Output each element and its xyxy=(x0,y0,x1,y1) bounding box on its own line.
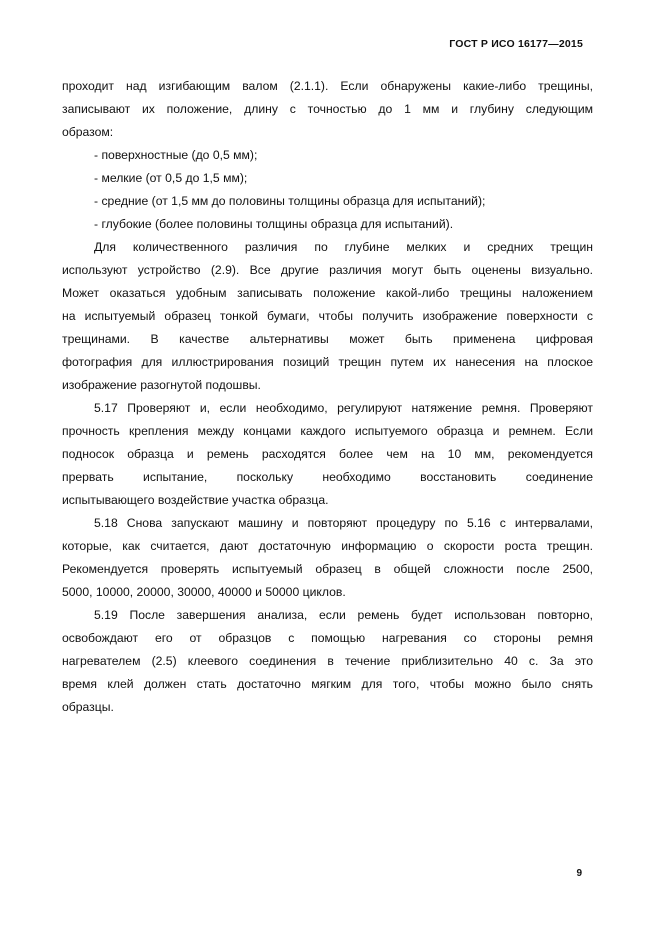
text-line: которые, как считается, дают достаточную информацию о скорости роста трещин. xyxy=(62,539,593,553)
text-line: фотография для иллюстрирования позиций трещин путем их нанесения на плоское xyxy=(62,355,593,369)
text-line: Рекомендуется проверять испытуемый образец в общей сложности после 2500, xyxy=(62,562,593,576)
text-line: время клей должен стать достаточно мягким для того, чтобы можно было снять xyxy=(62,677,593,691)
text-line: прервать испытание, поскольку необходимо восстановить соединение xyxy=(62,470,593,484)
text-line: образцы. xyxy=(62,700,114,714)
text-line: трещинами. В качестве альтернативы может быть применена цифровая xyxy=(62,332,593,346)
text-line: освобождают его от образцов с помощью нагревания со стороны ремня xyxy=(62,631,593,645)
text-line: испытывающего воздействие участка образца. xyxy=(62,493,329,507)
text-line: используют устройство (2.9). Все другие различия могут быть оценены визуально. xyxy=(62,263,593,277)
text-line: 5.19 После завершения анализа, если ремень будет использован повторно, xyxy=(94,608,593,622)
text-line: подносок образца и ремень расходятся более чем на 10 мм, рекомендуется xyxy=(62,447,593,461)
list-item: - мелкие (от 0,5 до 1,5 мм); xyxy=(94,171,248,185)
list-item: - средние (от 1,5 мм до половины толщины образца для испытаний); xyxy=(94,194,486,208)
text-line: изображение разогнутой подошвы. xyxy=(62,378,261,392)
text-line: 5.18 Снова запускают машину и повторяют процедуру по 5.16 с интервалами, xyxy=(94,516,593,530)
list-item: - поверхностные (до 0,5 мм); xyxy=(94,148,258,162)
text-line: прочность крепления между концами каждого испытуемого образца и ремнем. Если xyxy=(62,424,593,438)
text-line: Для количественного различия по глубине мелких и средних трещин xyxy=(94,240,593,254)
text-line: образом: xyxy=(62,125,114,139)
document-body xyxy=(62,75,593,719)
text-line: 5000, 10000, 20000, 30000, 40000 и 50000 циклов. xyxy=(62,585,346,599)
text-line: проходит над изгибающим валом (2.1.1). Если обнаружены какие-либо трещины, xyxy=(62,79,593,93)
text-line: нагревателем (2.5) клеевого соединения в течение приблизительно 40 с. За это xyxy=(62,654,593,668)
page-number: 9 xyxy=(576,868,582,879)
list-item: - глубокие (более половины толщины образца для испытаний). xyxy=(94,217,454,231)
text-line: Может оказаться удобным записывать положение какой-либо трещины наложением xyxy=(62,286,593,300)
text-line: 5.17 Проверяют и, если необходимо, регулируют натяжение ремня. Проверяют xyxy=(94,401,593,415)
text-line: на испытуемый образец тонкой бумаги, чтобы получить изображение поверхности с xyxy=(62,309,593,323)
text-line: записывают их положение, длину с точностью до 1 мм и глубину следующим xyxy=(62,102,593,116)
document-header: ГОСТ Р ИСО 16177—2015 xyxy=(449,38,583,50)
